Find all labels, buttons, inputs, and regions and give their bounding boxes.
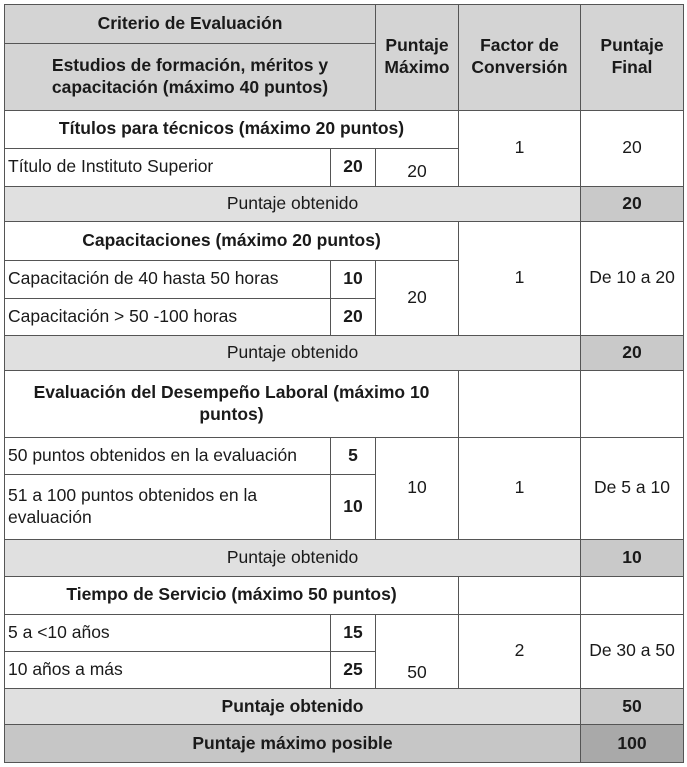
item-points: 10	[331, 260, 376, 299]
capacitaciones-max: 20	[376, 260, 459, 335]
capacitaciones-final: De 10 a 20	[581, 222, 684, 336]
desempeno-factor: 1	[459, 438, 581, 539]
item-points: 10	[331, 474, 376, 539]
obtained-label: Puntaje obtenido	[5, 186, 581, 222]
total-value: 100	[581, 725, 684, 763]
empty-cell	[581, 577, 684, 615]
obtained-label: Puntaje obtenido	[5, 688, 581, 725]
item-points: 5	[331, 438, 376, 475]
capacitaciones-factor: 1	[459, 222, 581, 336]
titulos-final: 20	[581, 110, 684, 186]
item-label: Capacitación > 50 -100 horas	[5, 299, 331, 336]
item-label: 10 años a más	[5, 652, 331, 689]
desempeno-max: 10	[376, 438, 459, 539]
section-title-titulos: Títulos para técnicos (máximo 20 puntos)	[5, 110, 459, 149]
total-label: Puntaje máximo posible	[5, 725, 581, 763]
item-label: 50 puntos obtenidos en la evaluación	[5, 438, 331, 475]
servicio-final: De 30 a 50	[581, 614, 684, 688]
section-title-servicio: Tiempo de Servicio (máximo 50 puntos)	[5, 577, 459, 615]
desempeno-final: De 5 a 10	[581, 438, 684, 539]
obtained-value: 20	[581, 186, 684, 222]
obtained-value: 10	[581, 539, 684, 577]
obtained-label: Puntaje obtenido	[5, 335, 581, 371]
section-title-capacitaciones: Capacitaciones (máximo 20 puntos)	[5, 222, 459, 261]
item-label: Título de Instituto Superior	[5, 149, 331, 187]
titulos-max: 20	[376, 149, 459, 187]
titulos-factor: 1	[459, 110, 581, 186]
empty-cell	[459, 371, 581, 438]
servicio-max: 50	[376, 614, 459, 688]
item-points: 20	[331, 299, 376, 336]
empty-cell	[581, 371, 684, 438]
header-puntaje-maximo: Puntaje Máximo	[376, 5, 459, 111]
obtained-label: Puntaje obtenido	[5, 539, 581, 577]
section-title-desempeno: Evaluación del Desempeño Laboral (máximo 10 puntos)	[5, 371, 459, 438]
item-points: 15	[331, 614, 376, 652]
item-label: Capacitación de 40 hasta 50 horas	[5, 260, 331, 299]
obtained-value: 50	[581, 688, 684, 725]
item-label: 51 a 100 puntos obtenidos en la evaluación	[5, 474, 331, 539]
evaluation-table	[4, 4, 684, 763]
header-estudios: Estudios de formación, méritos y capacitación (máximo 40 puntos)	[5, 43, 376, 110]
empty-cell	[459, 577, 581, 615]
servicio-factor: 2	[459, 614, 581, 688]
item-points: 25	[331, 652, 376, 689]
obtained-value: 20	[581, 335, 684, 371]
item-points: 20	[331, 149, 376, 187]
header-puntaje-final: Puntaje Final	[581, 5, 684, 111]
item-label: 5 a <10 años	[5, 614, 331, 652]
header-criterio: Criterio de Evaluación	[5, 5, 376, 44]
header-factor-conversion: Factor de Conversión	[459, 5, 581, 111]
